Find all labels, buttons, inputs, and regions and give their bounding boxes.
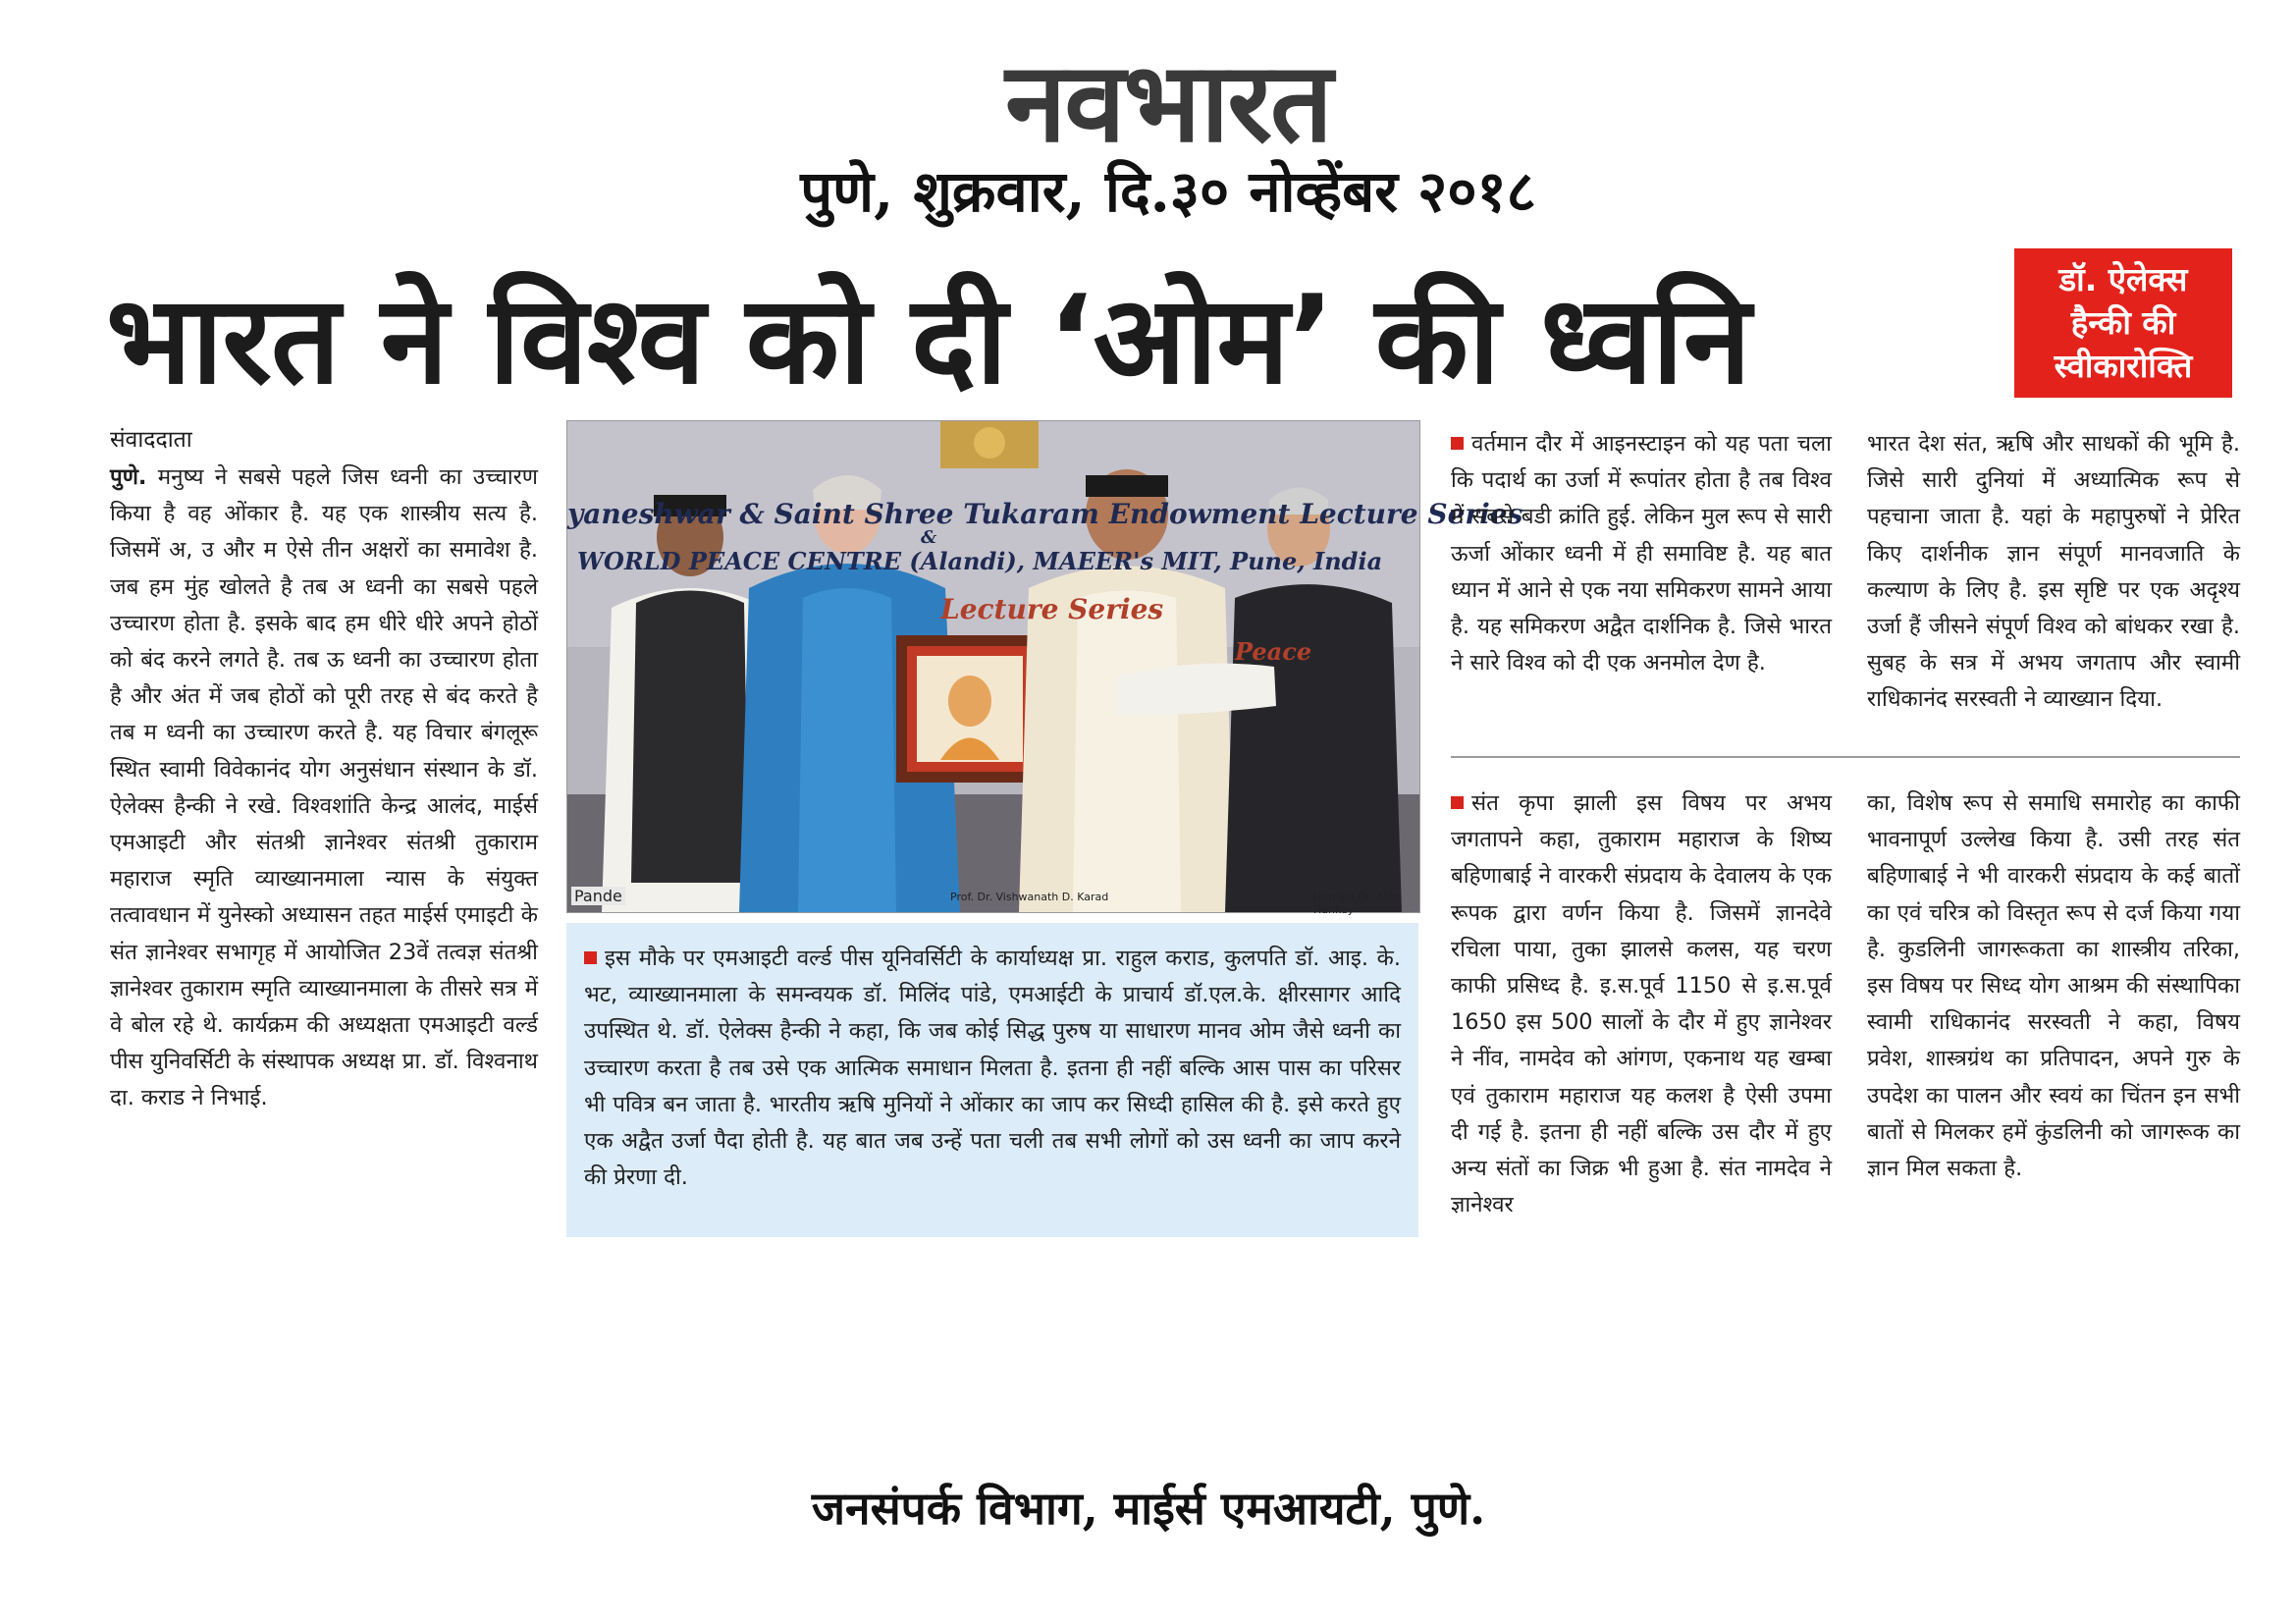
article-column-1	[110, 460, 538, 1117]
caption-body: इस मौके पर एमआइटी वर्ल्ड पीस यूनिवर्सिटी के कार्याध्यक्ष प्रा. राहुल कराड, कुलपति डॉ. आइ. के. भट, व्याख्यानमाला के समन्वयक डॉ. मिलिंद पांडे, एमआईटी के प्राचार्य डॉ.एल.के. क्षीरसागर आदि उपस्थित थे. डॉ. ऐलेक्स हैन्की ने कहा, कि जब कोई सिद्ध पुरुष या साधारण मानव ओम जैसे ध्वनी का उच्चारण करता है तब उसे एक आत्मिक समाधान मिलता है. इतना ही नहीं बल्कि आस पास का परिसर भी पवित्र बन जाता है. भारतीय ऋषि मुनियों ने ओंकार का जाप कर सिध्दी हासिल की है. इसे करते हुए एक अद्वैत उर्जा पैदा होती है. यह बात जब उन्हें पता चली तब सभी लोगों को उस ध्वनी का जाप करने की प्रेरणा दी.	[584, 946, 1401, 1191]
photo-illustration	[567, 421, 1523, 912]
footer-credit: जनसंपर्क विभाग, माईर्स एमआयटी, पुणे.	[811, 1482, 1486, 1535]
banner-text-3: Lecture Series	[940, 593, 1164, 625]
bullet-square-icon	[1451, 796, 1464, 809]
kicker-line-2: हैन्की की	[2070, 303, 2176, 342]
photo-label-mid: Prof. Dr. Vishwanath D. Karad	[950, 891, 1109, 903]
banner-text-2: WORLD PEACE CENTRE (Alandi), MAEER's MIT, Pune, India	[577, 547, 1383, 575]
banner-amp: &	[921, 527, 937, 548]
byline: संवाददाता	[110, 427, 192, 453]
kicker-box	[2014, 248, 2232, 398]
column-3-bottom-text: संत कृपा झाली इस विषय पर अभय जगतापने कहा, तुकाराम महाराज के शिष्य बहिणाबाई ने वारकरी संप्रदाय के देवालय के एक रूपक द्वारा वर्णन किया है. जिसमें ज्ञानदेवे रचिला पाया, तुका झालसे कलस, यह चरण काफी प्रसिध्द है. इ.स.पूर्व 1150 से इ.स.पूर्व 1650 इस 500 सालों के दौर में हुए ज्ञानेश्वर ने नींव, नामदेव को आंगण, एकनाथ यह खम्बा एवं तुकाराम महाराज यह कलश है ऐसी उपमा दी गई है. इतना ही नहीं बल्कि उस दौर में हुए अन्य संतों का जिक्र भी हुआ है. संत नामदेव ने ज्ञानेश्वर	[1451, 790, 1832, 1218]
dateline-lead: पुणे.	[110, 464, 147, 490]
column-4-top-text: भारत देश संत, ऋषि और साधकों की भूमि है. जिसे सारी दुनियां में अध्यात्मिक रूप से पहचाना जाता है. यहां के महापुरुषों ने प्रेरित किए दार्शनीक ज्ञान संपूर्ण मानवजाति के कल्याण के लिए है. इस सृष्टि पर एक अदृश्य उर्जा हैं जीसने संपूर्ण विश्व को बांधकर रखा है. सुबह के सत्र में अभय जगताप और स्वामी राधिकानंद सरस्वती ने व्याख्यान दिया.	[1867, 431, 2240, 713]
kicker-line-1: डॉ. ऐलेक्स	[2058, 260, 2188, 298]
kicker-line-3: स्वीकारोक्ति	[2054, 347, 2193, 385]
article-column-3-top	[1451, 426, 1832, 681]
column-3-top-text: वर्तमान दौर में आइनस्टाइन को यह पता चला कि पदार्थ का उर्जा में रूपांतर होता है तब विश्व में सबसे बडी क्रांति हुई. लेकिन मुल रूप से सारी ऊर्जा ओंकार ध्वनी में ही समाविष्ट है. यह बात ध्यान में आने से एक नया समिकरण सामने आया है. यह समिकरण अद्वैत दार्शनिक है. जिसे भारत ने सारे विश्व को दी एक अनमोल देण है.	[1451, 431, 1832, 677]
photo-label-right: Hon'ble Dr. Alex Hankey	[1313, 891, 1400, 916]
article-column-4-top	[1867, 426, 2240, 719]
bullet-square-icon	[584, 951, 597, 964]
article-column-4-bottom	[1867, 785, 2240, 1187]
headline: भारत ने विश्व को दी ‘ओम’ की ध्वनि	[106, 270, 1750, 411]
column-4-bottom-text: का, विशेष रूप से समाधि समारोह का काफी भावनापूर्ण उल्लेख किया है. उसी तरह संत बहिणाबाई ने भी वारकरी संप्रदाय के कई बातों का एवं चरित्र को विस्तृत रूप से दर्ज किया गया है. कुडलिनी जागरूकता का शास्त्रीय तरिका, इस विषय पर सिध्द योग आश्रम की संस्थापिका स्वामी राधिकानंद सरस्वती ने कहा, विषय प्रवेश, शास्त्रग्रंथ का प्रतिपादन, अपने गुरु के उपदेश का पालन और स्वयं का चिंतन इन सभी बातों से मिलकर हमें कुंडलिनी को जागरूक का ज्ञान मिल सकता है.	[1867, 790, 2240, 1182]
photo-label-left: Pande	[571, 887, 625, 905]
newspaper-masthead: नवभारत	[1005, 39, 1331, 167]
bullet-square-icon	[1451, 437, 1464, 450]
article-column-3-bottom	[1451, 785, 1832, 1223]
column-1-text: मनुष्य ने सबसे पहले जिस ध्वनी का उच्चारण किया है वह ओंकार है. यह एक शास्त्रीय सत्य है. जिसमें अ, उ और म ऐसे तीन अक्षरों का समावेश है. जब हम मुंह खोलते है तब अ ध्वनी का सबसे पहले उच्चारण होता है. इसके बाद हम धीरे धीरे अपने होठों को बंद करने लगते है. तब ऊ ध्वनी का उच्चारण होता है और अंत में जब होठों को पूरी तरह से बंद करते है तब म ध्वनी का उच्चारण करते है. यह विचार बंगलूरू स्थित स्वामी विवेकानंद योग अनुसंधान संस्थान के डॉ. ऐलेक्स हैन्की ने रखे. विश्वशांति केन्द्र आलंद, माईर्स एमआइटी और संतश्री ज्ञानेश्वर संतश्री तुकाराम महाराज स्मृति व्याख्यानमाला न्यास के संयुक्त तत्वावधान में युनेस्को अध्यासन तहत माईर्स एमाइटी के संत ज्ञानेश्वर सभागृह में आयोजित 23वें तत्वज्ञ संतश्री ज्ञानेश्वर तुकाराम स्मृति व्याख्यानमाला के तीसरे सत्र में वे बोल रहे थे. कार्यक्रम की अध्यक्षता एमआइटी वर्ल्ड पीस युनिवर्सिटी के संस्थापक अध्यक्ष प्रा. डॉ. विश्वनाथ दा. कराड ने निभाई.	[110, 464, 538, 1111]
event-photo	[566, 420, 1523, 916]
dateline: पुणे, शुक्रवार, दि.३० नोव्हेंबर २०१८	[800, 158, 1536, 225]
banner-text-4: Peace	[1235, 637, 1312, 666]
caption-text	[584, 941, 1401, 1196]
section-divider	[1451, 756, 2240, 758]
banner-text-1: yaneshwar & Saint Shree Tukaram Endowment Lecture Series	[567, 498, 1523, 530]
